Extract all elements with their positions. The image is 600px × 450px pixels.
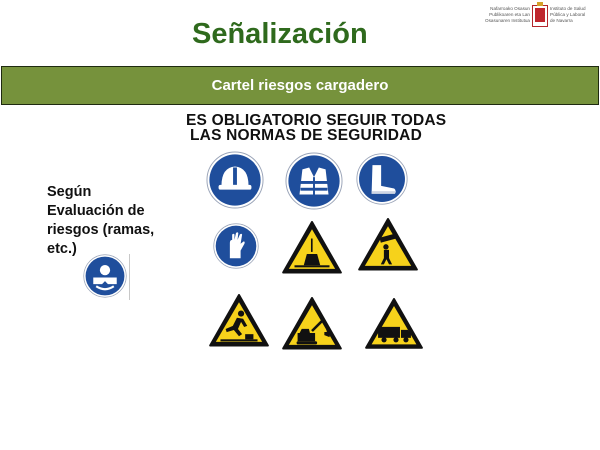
truck-warning-icon <box>364 297 424 350</box>
sign-heading-line: ES OBLIGATORIO SEGUIR TODAS <box>186 112 447 129</box>
sign-heading-line: LAS NORMAS DE SEGURIDAD <box>190 127 422 144</box>
helmet-mandatory-icon <box>206 151 264 209</box>
navarra-shield-icon <box>532 5 548 27</box>
institute-logo <box>476 4 594 30</box>
side-note: Según Evaluación de riesgos (ramas, etc.) <box>47 184 155 257</box>
logo-text-spanish: Instituto de Salud Pública y Laboral de Navarra <box>550 6 586 23</box>
excavator-warning-icon <box>281 296 343 351</box>
sign-heading <box>186 112 447 144</box>
hi-vis-vest-mandatory-icon <box>285 152 343 210</box>
page-title: Señalización <box>192 18 368 50</box>
gloves-mandatory-icon <box>213 223 259 269</box>
eye-protection-mandatory-icon <box>83 254 130 300</box>
falling-objects-warning-icon <box>357 217 419 272</box>
logo-text-basque: Nafarroako Osasun Publikoaren eta Lan Osasunaren Institutua <box>485 6 530 23</box>
banner-label: Cartel riesgos cargadero <box>211 77 389 94</box>
section-banner <box>1 66 599 105</box>
safety-boots-mandatory-icon <box>356 153 408 205</box>
suspended-load-warning-icon <box>281 220 343 275</box>
trip-hazard-warning-icon <box>208 293 270 348</box>
